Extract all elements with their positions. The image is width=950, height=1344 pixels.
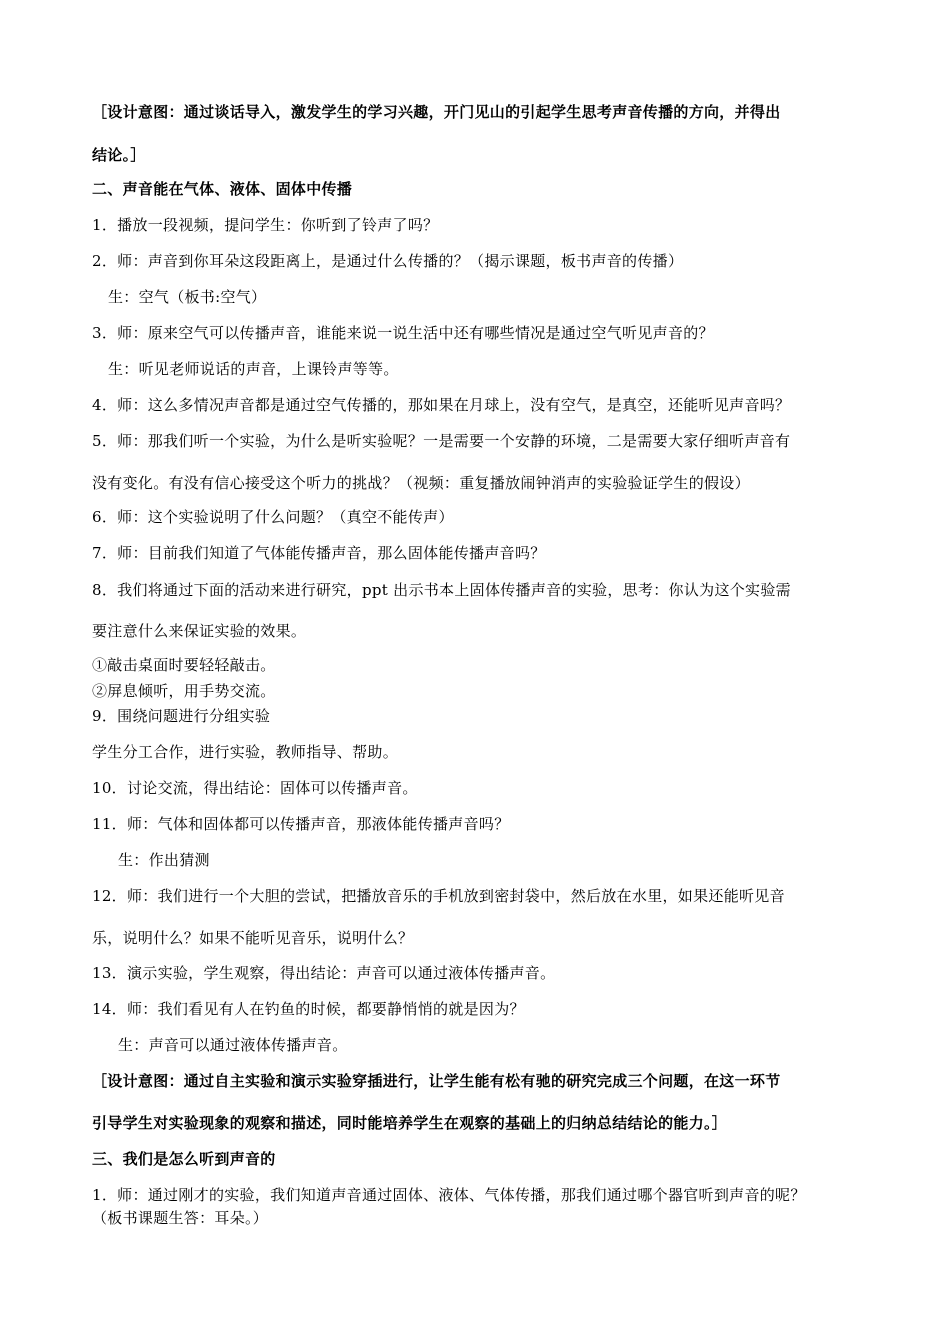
list-item: 1．师：通过刚才的实验，我们知道声音通过固体、液体、气体传播，那我们通过哪个器官听到声音的呢？ [92, 1186, 806, 1204]
list-item: 12．师：我们进行一个大胆的尝试，把播放音乐的手机放到密封袋中，然后放在水里，如果还能听见音 [92, 887, 785, 905]
list-item: 4．师：这么多情况声音都是通过空气传播的，那如果在月球上，没有空气，是真空，还能听见声音吗？ [92, 396, 791, 414]
list-item: （板书课题生答：耳朵。） [92, 1209, 269, 1227]
list-item: 7．师：目前我们知道了气体能传播声音，那么固体能传播声音吗？ [92, 544, 546, 562]
list-item: 8．我们将通过下面的活动来进行研究，ppt 出示书本上固体传播声音的实验，思考：你认为这个实验需 [92, 581, 791, 599]
list-item: 生：空气（板书:空气） [108, 288, 267, 306]
list-item: 乐，说明什么？如果不能听见音乐，说明什么？ [92, 929, 414, 947]
list-item: 没有变化。有没有信心接受这个听力的挑战？（视频：重复播放闹钟消声的实验验证学生的假设） [92, 474, 750, 492]
design-intent-1-line1: ［设计意图：通过谈话导入，激发学生的学习兴趣，开门见山的引起学生思考声音传播的方向，并得出 [92, 103, 781, 121]
section2-heading: 二、声音能在气体、液体、固体中传播 [92, 180, 353, 198]
design-intent-1-line2: 结论。］ [92, 146, 146, 164]
list-item: 学生分工合作，进行实验，教师指导、帮助。 [92, 743, 399, 761]
list-item: 生：作出猜测 [118, 851, 210, 869]
design-intent-2-line2: 引导学生对实验现象的观察和描述，同时能培养学生在观察的基础上的归纳总结结论的能力。］ [92, 1114, 728, 1132]
list-item: 生：听见老师说话的声音，上课铃声等等。 [108, 360, 399, 378]
design-intent-2-line1: ［设计意图：通过自主实验和演示实验穿插进行，让学生能有松有驰的研究完成三个问题，在这一环节 [92, 1072, 781, 1090]
list-item: 生：声音可以通过液体传播声音。 [118, 1036, 348, 1054]
list-item: 14．师：我们看见有人在钓鱼的时候，都要静悄悄的就是因为？ [92, 1000, 525, 1018]
list-item: 2．师：声音到你耳朵这段距离上，是通过什么传播的？（揭示课题，板书声音的传播） [92, 252, 684, 270]
list-item: 3．师：原来空气可以传播声音，谁能来说一说生活中还有哪些情况是通过空气听见声音的？ [92, 324, 714, 342]
list-item: 13．演示实验，学生观察，得出结论：声音可以通过液体传播声音。 [92, 964, 556, 982]
list-item: 11．师：气体和固体都可以传播声音，那液体能传播声音吗？ [92, 815, 510, 833]
list-item: 5．师：那我们听一个实验，为什么是听实验呢？一是需要一个安静的环境，二是需要大家仔细听声音有 [92, 432, 791, 450]
list-item: 10．讨论交流，得出结论：固体可以传播声音。 [92, 779, 418, 797]
list-item: 6．师：这个实验说明了什么问题？（真空不能传声） [92, 508, 454, 526]
list-item: ①敲击桌面时要轻轻敲击。 [92, 656, 276, 674]
list-item: ②屏息倾听，用手势交流。 [92, 682, 276, 700]
list-item: 9．围绕问题进行分组实验 [92, 707, 271, 725]
list-item: 要注意什么来保证实验的效果。 [92, 622, 307, 640]
section3-heading: 三、我们是怎么听到声音的 [92, 1150, 276, 1168]
list-item: 1．播放一段视频，提问学生：你听到了铃声了吗？ [92, 216, 439, 234]
